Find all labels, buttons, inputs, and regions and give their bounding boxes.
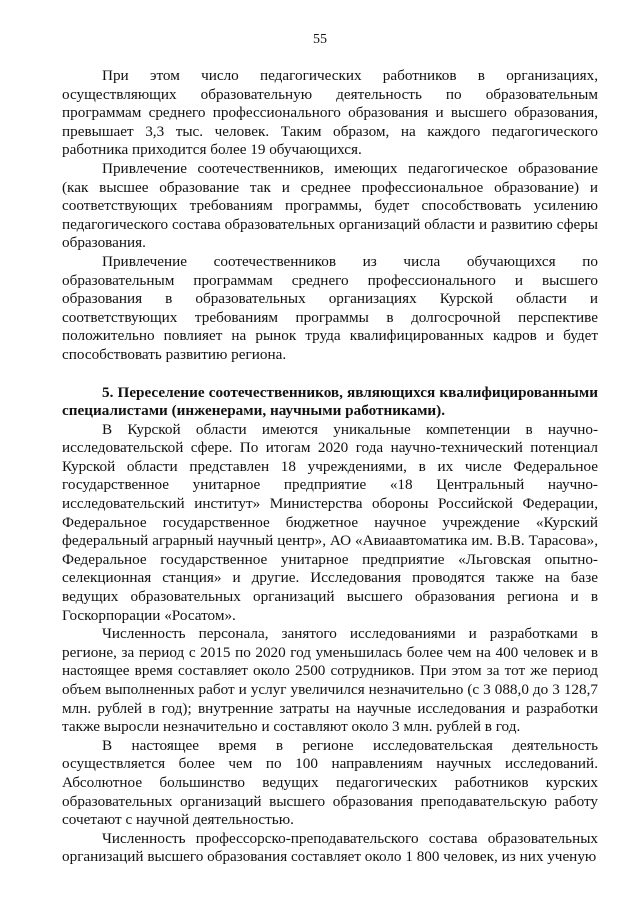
section-heading: 5. Переселение соотечественников, являющихся квалифицированными специалистами (инженерами, научными работниками).: [62, 383, 598, 420]
paragraph-teacher-attraction: Привлечение соотечественников, имеющих педагогическое образование (как высшее образование так и среднее профессиональное образование) и соответствующих требованиям программы, будет способствовать усилению педагогического состава образовательных организаций области и развитию сферы образования.: [62, 159, 598, 252]
paragraph-student-attraction: Привлечение соотечественников из числа обучающихся по образовательным программам среднего профессионального и высшего образования в образовательных организациях Курской области и соответствующих требованиям программы в долгосрочной перспективе положительно повлияет на рынок труда квалифицированных кадров и будет способствовать развитию региона.: [62, 252, 598, 363]
paragraph-research-directions: В настоящее время в регионе исследовательская деятельность осуществляется более чем по 100 направлениям научных исследований. Абсолютное большинство ведущих педагогических работников курских образовательных организаций высшего образования преподавательскую работу сочетают с научной деятельностью.: [62, 736, 598, 829]
paragraph-research-personnel: Численность персонала, занятого исследованиями и разработками в регионе, за период с 2015 по 2020 год уменьшилась более чем на 400 человек и в настоящее время составляет около 2500 сотрудников. При этом за тот же период объем выполненных работ и услуг увеличился незначительно (с 3 088,0 до 3 128,7 млн. рублей в год); внутренние затраты на научные исследования и разработки также выросли незначительно и составляют около 3 млн. рублей в год.: [62, 625, 598, 736]
paragraph-faculty-count: Численность профессорско-преподавательского состава образовательных организаций высшего образования составляет около 1 800 человек, из них ученую: [62, 829, 598, 866]
paragraph-teacher-count: При этом число педагогических работников в организациях, осуществляющих образовательную деятельность по образовательным программам среднего профессионального образования и высшего образования, превышает 3,3 тыс. человек. Таким образом, на каждого педагогического работника приходится более 19 обучающихся.: [62, 67, 598, 159]
page-number: 55: [313, 32, 327, 47]
paragraph-research-competencies: В Курской области имеются уникальные компетенции в научно-исследовательской сфере. По итогам 2020 года научно-технический потенциал Курской области представлен 18 учреждениями, в их числе Федеральное государственное унитарное предприятие «18 Центральный научно-исследовательский институт» Министерства обороны Российской Федерации, Федеральное государственное бюджетное научное учреждение «Курский федеральный аграрный научный центр», АО «Авиаавтоматика им. В.В. Тарасова», Федеральное государственное унитарное предприятие «Льговская опытно-селекционная станция» и другие. Исследования проводятся также на базе ведущих образовательных организаций высшего образования региона и в Госкорпорации «Росатом».: [62, 420, 598, 624]
page-body: [62, 67, 598, 867]
